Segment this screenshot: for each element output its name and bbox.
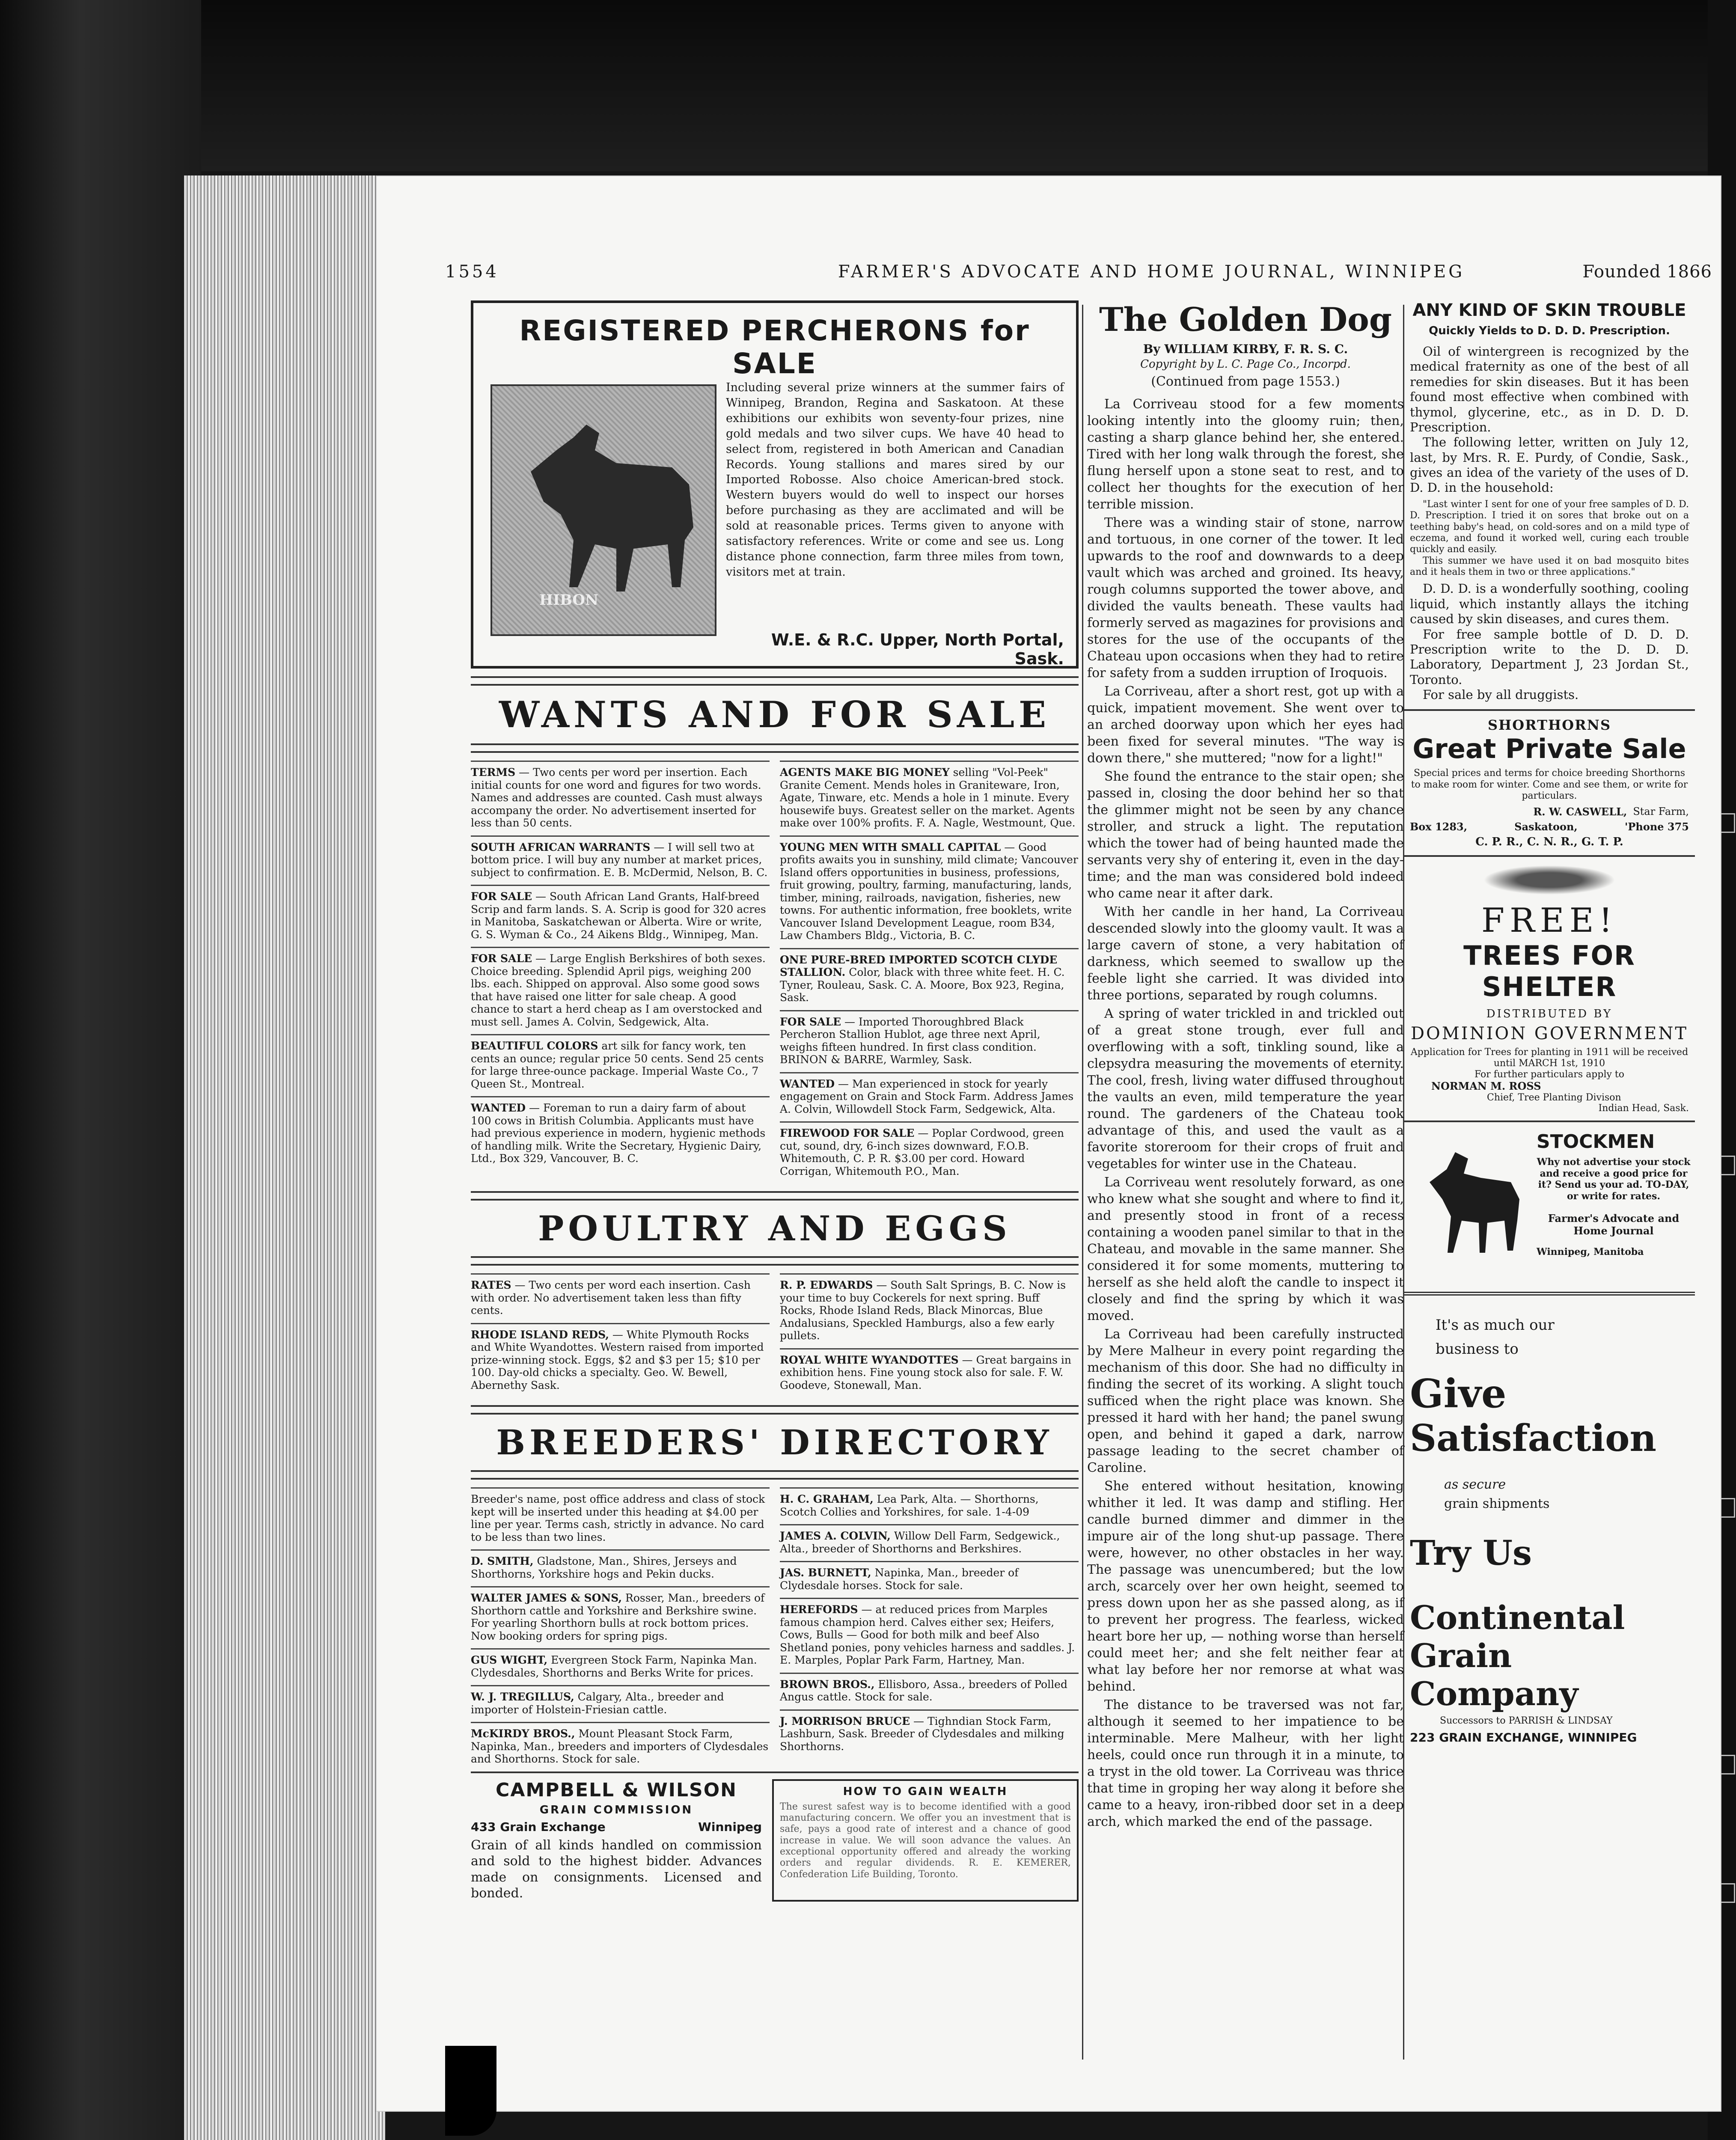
ddd-quote: This summer we have used it on bad mosquito bites and it heals them in two or three applications." <box>1410 555 1689 578</box>
story-paragraph: The distance to be traversed was not far, although it seemed to her impatience to be interminable. Mere Malheur, with her light heels, could once run through it in a minute, to a tryst in the old tower. La Corriveau was thrice that time in groping her way along it before she came to a heavy, iron-ribbed door set in a deep arch, which marked the end of the passage. <box>1087 1697 1404 1829</box>
left-column <box>471 300 1079 1902</box>
campbell-wilson-ad <box>471 1779 762 1902</box>
ddd-paragraph: Oil of wintergreen is recognized by the medical fraternity as one of the best of all remedies for skin diseases. But it has been found most effective when combined with thymol, glycerine, etc., as in D. D. D. Prescription. <box>1410 344 1689 434</box>
percheron-ad-signature: W.E. & R.C. Upper, North Portal, Sask. <box>771 630 1064 668</box>
breeders-right-column <box>780 1487 1079 1771</box>
classified-ad: BROWN BROS., Ellisboro, Assa., breeders of Polled Angus cattle. Stock for sale. <box>780 1673 1079 1709</box>
story-copyright: Copyright by L. C. Page Co., Incorpd. <box>1140 358 1351 371</box>
story-column <box>1087 300 1404 1832</box>
double-rule <box>471 1405 1079 1415</box>
trees-place: Indian Head, Sask. <box>1598 1103 1689 1114</box>
decorative-ornament-icon <box>1472 863 1626 897</box>
shorthorns-contact: R. W. CASWELL, Star Farm, <box>1533 805 1689 818</box>
decorative-stripes <box>1404 1292 1695 1296</box>
trees-name: NORMAN M. ROSS <box>1431 1080 1541 1093</box>
trees-title: TREES FOR SHELTER <box>1463 939 1635 1002</box>
campbell-title: CAMPBELL & WILSON <box>496 1779 737 1801</box>
classified-ad: McKIRDY BROS., Mount Pleasant Stock Farm, Napinka, Man., breeders and importers of Clydesdales and Shorthorns. Stock for sale. <box>471 1722 770 1771</box>
continental-line2: business to <box>1436 1340 1519 1358</box>
breeders-title: BREEDERS' DIRECTORY <box>496 1422 1053 1462</box>
horse-caption: HIBON <box>539 591 599 609</box>
scan-background-left <box>0 0 201 2140</box>
percheron-ad-body: Including several prize winners at the summer fairs of Winnipeg, Brandon, Regina and Saskatoon. At these exhibitions our exhibits won seventy-four prizes, nine gold medals and two silver cups. We have 40 head to select from, registered in both American and Canadian Records. Young stallions and mares sired by our Imported Robosse. Also choice American-bred stock. Western buyers would do well to inspect our horses before purchasing as they are acclimated and will be sold at reasonable prices. Terms given to anyone with satisfactory references. Write or come and see us. Long distance phone connection, farm three miles from town, visitors met at train. <box>726 381 1064 579</box>
ddd-paragraph: D. D. D. is a wonderfully soothing, cooling liquid, which instantly allays the itching caused by skin diseases, and cures them. <box>1410 581 1689 627</box>
story-paragraph: La Corriveau had been carefully instructed by Mere Malheur in every point regarding the mechanism of this door. She had no difficulty in finding the secret of its working. A slight touch sufficed when the right place was known. She pressed it hard with her hand; the panel swung open, and behind it gaped a dark, narrow passage leading to the secret chamber of Caroline. <box>1087 1327 1404 1475</box>
continental-address: 223 GRAIN EXCHANGE, WINNIPEG <box>1410 1730 1637 1745</box>
trees-body: Application for Trees for planting in 1911 will be received until MARCH 1st, 1910 <box>1410 1046 1688 1069</box>
breeders-left-column <box>471 1487 770 1771</box>
stockmen-horse-image <box>1412 1135 1528 1263</box>
newspaper-page <box>377 176 1721 2111</box>
shorthorns-rail: C. P. R., C. N. R., G. T. P. <box>1475 835 1623 848</box>
trees-role: Chief, Tree Planting Divison <box>1487 1092 1621 1103</box>
ddd-paragraph: For sale by all druggists. <box>1423 687 1579 702</box>
classified-ad: WANTED — Man experienced in stock for yearly engagement on Grain and Stock Farm. Address James A. Colvin, Willowdell Stock Farm, Sedgewick, Alta. <box>780 1072 1079 1122</box>
campbell-subtitle: GRAIN COMMISSION <box>539 1803 693 1816</box>
book-page-edges <box>184 175 385 2140</box>
classified-ad: AGENTS MAKE BIG MONEY selling "Vol-Peek" Granite Cement. Mends holes in Graniteware, Iron, Agate, Tinware, etc. Mends a hole in 1 minute. Every housewife buys. Greatest seller on the market. Agents make over 100% profits. F. A. Nagle, Westmount, Que. <box>780 761 1079 835</box>
classified-ad: WALTER JAMES & SONS, Rosser, Man., breeders of Shorthorn cattle and Yorkshire and Berkshire swine. For yearling Shorthorn bulls at rock bottom prices. Now booking orders for spring pigs. <box>471 1586 770 1648</box>
double-rule <box>471 1191 1079 1201</box>
classified-ad: FOR SALE — Imported Thoroughbred Black Percheron Stallion Hublot, age three next April, weighs fifteen hundred. In first class condition. BRINON & BARRE, Warmley, Sask. <box>780 1010 1079 1072</box>
classified-ad: H. C. GRAHAM, Lea Park, Alta. — Shorthorns, Scotch Collies and Yorkshires, for sale. 1-4-09 <box>780 1487 1079 1524</box>
stockmen-body: Why not advertise your stock and receive a good price for it? Send us your ad. TO-DAY, or write for rates. <box>1537 1156 1691 1202</box>
stockmen-title: STOCKMEN <box>1537 1131 1655 1153</box>
stockmen-ad <box>1404 1121 1695 1288</box>
poultry-ads <box>471 1273 1079 1397</box>
continental-successors: Successors to PARRISH & LINDSAY <box>1440 1715 1613 1727</box>
double-rule <box>471 1256 1079 1266</box>
classified-ad: YOUNG MEN WITH SMALL CAPITAL — Good profits awaits you in sunshiny, mild climate; Vancouver Island offers opportunities in business, professions, fruit growing, poultry, farming, manufacturing, lands, timber, mining, railroads, navigation, fisheries, new towns. For authentic information, free booklets, write Vancouver Island Development League, room B34, Law Chambers Bldg., Victoria, B. C. <box>780 835 1079 948</box>
classified-ad: Breeder's name, post office address and class of stock kept will be inserted under this heading at $4.00 per line per year. Terms cash, strictly in advance. No card to be less than two lines. <box>471 1487 770 1549</box>
journal-title: FARMER'S ADVOCATE AND HOME JOURNAL, WINNIPEG <box>838 262 1465 282</box>
shorthorns-kicker: SHORTHORNS <box>1487 717 1611 734</box>
wealth-body: The surest safest way is to become identified with a good manufacturing concern. We offer you an investment that is safe, pays a good rate of interest and a chance of good increase in value. We will soon advance the values. An exceptional opportunity offered and already the working orders and regular dividends. R. E. KEMERER, Confederation Life Building, Toronto. <box>780 1801 1071 1880</box>
classified-ad: RHODE ISLAND REDS, — White Plymouth Rocks and White Wyandottes. Western raised from imported prize-winning stock. Eggs, $2 and $3 per 15; $10 per 100. Day-old chicks a specialty. Geo. W. Bewell, Abernethy Sask. <box>471 1323 770 1398</box>
classified-ad: JAS. BURNETT, Napinka, Man., breeder of Clydesdale horses. Stock for sale. <box>780 1561 1079 1598</box>
ddd-subtitle: Quickly Yields to D. D. D. Prescription. <box>1429 324 1670 337</box>
column-rule-1 <box>1082 305 1083 2060</box>
story-title: The Golden Dog <box>1099 300 1392 339</box>
double-rule <box>471 743 1079 753</box>
poultry-right-column <box>780 1273 1079 1397</box>
shorthorns-ad <box>1404 709 1695 848</box>
classified-ad: SOUTH AFRICAN WARRANTS — I will sell two at bottom price. I will buy any number at market prices, subject to confirmation. E. B. McDermid, Nelson, B. C. <box>471 835 770 885</box>
story-paragraph: La Corriveau stood for a few moments looking intently into the gloomy ruin; then, casting a sharp glance behind her, she entered. Tired with her long walk through the forest, she flung herself upon a stone seat to rest, and to collect her thoughts for the execution of her terrible mission. <box>1087 397 1404 512</box>
campbell-address: 433 Grain Exchange Winnipeg <box>471 1819 762 1834</box>
shorthorns-box: Box 1283, Saskatoon, 'Phone 375 <box>1410 820 1689 833</box>
classified-ad: TERMS — Two cents per word per insertion. Each initial counts for one word and figures for two words. Names and addresses are counted. Cash must always accompany the order. No advertisement inserted for less than 50 cents. <box>471 761 770 835</box>
continental-ad <box>1404 1299 1695 1745</box>
double-rule <box>471 676 1079 686</box>
campbell-body: Grain of all kinds handled on commission and sold to the highest bidder. Advances made on consignments. Licensed and bonded. <box>471 1837 762 1901</box>
percheron-ad-title: REGISTERED PERCHERONS for SALE <box>519 314 1030 380</box>
classified-ad: J. MORRISON BRUCE — Tighndian Stock Farm, Lashburn, Sask. Breeder of Clydesdales and milking Shorthorns. <box>780 1709 1079 1759</box>
trees-free: FREE! <box>1481 901 1618 940</box>
classified-ad: RATES — Two cents per word each insertion. Cash with order. No advertisement taken less than fifty cents. <box>471 1273 770 1323</box>
story-paragraph: She found the entrance to the stair open; she passed in, closing the door behind her so that the glimmer might not be seen by any chance stroller, and struck a light. The reputation which the tower had of being haunted made the servants very shy of entering it, even in the day-time; and the man was considered bold indeed who came near it after dark. <box>1087 769 1404 901</box>
classified-ad: FOR SALE — Large English Berkshires of both sexes. Choice breeding. Splendid April pigs, weighing 200 lbs. each. Shipped on approval. Also some good sows that have raised one litter for sale cheap. A good chance to start a herd cheap as I am overstocked and must sell. James A. Colvin, Sedgewick, Alta. <box>471 947 770 1034</box>
story-byline: By WILLIAM KIRBY, F. R. S. C. <box>1143 342 1348 356</box>
ddd-paragraph: The following letter, written on July 12, last, by Mrs. R. E. Purdy, of Condie, Sask., gives an idea of the variety of the uses of D. D. D. in the household: <box>1410 435 1689 495</box>
wants-ads <box>471 761 1079 1183</box>
classified-ad: FIREWOOD FOR SALE — Poplar Cordwood, green cut, sound, dry, 6-inch sizes downward, F.O.B. Whitemouth, C. P. R. $3.00 per cord. Howard Corrigan, Whitemouth P.O., Man. <box>780 1121 1079 1183</box>
classified-ad: JAMES A. COLVIN, Willow Dell Farm, Sedgewick., Alta., breeder of Shorthorns and Berkshires. <box>780 1524 1079 1561</box>
horse-photo <box>490 384 716 636</box>
story-continued: (Continued from page 1553.) <box>1151 374 1340 389</box>
founded-note: Founded 1866 <box>1582 262 1712 282</box>
continental-satisfaction: Satisfaction <box>1410 1417 1657 1460</box>
double-rule <box>471 1470 1079 1480</box>
continental-line3: as secure <box>1444 1477 1506 1492</box>
trees-government: DOMINION GOVERNMENT <box>1410 1023 1688 1043</box>
thumb-shadow <box>445 2046 496 2136</box>
breeders-ads <box>471 1487 1079 1771</box>
wants-right-column <box>780 761 1079 1183</box>
ddd-quote: "Last winter I sent for one of your free samples of D. D. D. Prescription. I tried it on sores that broke out on a teething baby's head, on cold-sores and on a mild type of eczema, and found it worked well, curing each trouble quickly and easily. <box>1410 499 1689 555</box>
classified-ad: GUS WIGHT, Evergreen Stock Farm, Napinka Man. Clydesdales, Shorthorns and Berks Write for prices. <box>471 1648 770 1685</box>
wants-title: WANTS AND FOR SALE <box>499 693 1051 736</box>
classified-ad: HEREFORDS — at reduced prices from Marples famous champion herd. Calves either sex; Heifers, Cows, Bulls — Good for both milk and beef Also Shetland ponies, pony vehicles harness and saddles. J. E. Marples, Poplar Park Farm, Hartney, Man. <box>780 1598 1079 1673</box>
story-paragraph: A spring of water trickled in and trickled out of a great stone trough, ever full and overflowing with a soft, tinkling sound, like a clepsydra measuring the movements of eternity. The cool, fresh, living water diffused throughout the vaults an even, mild temperature the year round. The gardeners of the Chateau took advantage of this, and used the vault as a favorite storeroom for their crops of fruit and vegetables for winter use in the Chateau. <box>1087 1006 1404 1171</box>
classified-ad: D. SMITH, Gladstone, Man., Shires, Jerseys and Shorthorns, Yorkshire hogs and Pekin ducks. <box>471 1549 770 1586</box>
story-paragraph: With her candle in her hand, La Corriveau descended slowly into the gloomy vault. It was a large cavern of stone, a very habitation of darkness, which seemed to swallow up the feeble light she carried. It was divided into three portions, separated by rough columns. <box>1087 904 1404 1003</box>
percheron-ad <box>471 300 1079 669</box>
horse-icon <box>1412 1135 1528 1263</box>
story-paragraph: There was a winding stair of stone, narrow and tortuous, in one corner of the tower. It led upwards to the roof and downwards to a deep vault which was arched and groined. Its heavy, rough columns supported the tower above, and divided the vaults beneath. These vaults had formerly served as magazines for provisions and stores for the use of the occupants of the Chateau upon occasions when they had to retire for safety from a sudden irruption of Iroquois. <box>1087 515 1404 681</box>
continental-company2: Grain Company <box>1410 1637 1578 1713</box>
classified-ad: ONE PURE-BRED IMPORTED SCOTCH CLYDE STALLION. Color, black with three white feet. H. C. Tyner, Rouleau, Sask. C. A. Moore, Box 923, Regina, Sask. <box>780 948 1079 1010</box>
bottom-ads <box>471 1771 1079 1902</box>
scan-background-top <box>0 0 1736 171</box>
poultry-title: POULTRY AND EGGS <box>538 1208 1011 1248</box>
classified-ad: BEAUTIFUL COLORS art silk for fancy work, ten cents an ounce; regular price 50 cents. Send 25 cents for large three-ounce package. Imperial Waste Co., 7 Queen St., Montreal. <box>471 1034 770 1096</box>
story-paragraph: La Corriveau went resolutely forward, as one who knew what she sought and where to find it, and presently stood in front of a recess containing a wooden panel similar to that in the Chateau, and movable in the same manner. She considered it for some moments, muttering to herself as she held aloft the candle to inspect it closely and find the spring by which it was moved. <box>1087 1175 1404 1323</box>
wants-left-column <box>471 761 770 1183</box>
trees-distributed: DISTRIBUTED BY <box>1486 1007 1613 1020</box>
horse-icon <box>492 386 715 634</box>
classified-ad: ROYAL WHITE WYANDOTTES — Great bargains in exhibition hens. Fine young stock also for sale. F. W. Goodeve, Stonewall, Man. <box>780 1348 1079 1398</box>
story-paragraph: La Corriveau, after a short rest, got up with a quick, impatient movement. She went over to an arched doorway upon which her eyes had been fixed for several minutes. "The way is down there," she muttered; "now for a light!" <box>1087 684 1404 766</box>
wealth-title: HOW TO GAIN WEALTH <box>843 1785 1008 1798</box>
classified-ad: W. J. TREGILLUS, Calgary, Alta., breeder and importer of Holstein-Friesian cattle. <box>471 1685 770 1722</box>
ddd-ad <box>1404 300 1695 702</box>
classified-ad: WANTED — Foreman to run a dairy farm of about 100 cows in British Columbia. Applicants must have had previous experience in modern, hygienic methods of handling milk. Write the Secretary, Hygienic Dairy, Ltd., Box 329, Vancouver, B. C. <box>471 1096 770 1171</box>
shorthorns-title: Great Private Sale <box>1412 733 1686 765</box>
ddd-title: ANY KIND OF SKIN TROUBLE <box>1412 300 1686 320</box>
continental-give: Give <box>1410 1370 1507 1417</box>
page-header <box>445 262 1712 292</box>
shorthorns-body: Special prices and terms for choice breeding Shorthorns to make room for winter. Come and see them, or write for particulars. <box>1411 768 1688 802</box>
classified-ad: R. P. EDWARDS — South Salt Springs, B. C. Now is your time to buy Cockerels for next spring. Buff Rocks, Rhode Island Reds, Black Minorcas, Blue Andalusians, Speckled Hamburgs, also a few early pullets. <box>780 1273 1079 1348</box>
page-number: 1554 <box>445 262 499 282</box>
stockmen-publisher: Farmer's Advocate and Home Journal <box>1548 1212 1680 1237</box>
continental-line4: grain shipments <box>1444 1496 1550 1512</box>
ddd-paragraph: For free sample bottle of D. D. D. Prescription write to the D. D. D. Laboratory, Department J, 23 Jordan St., Toronto. <box>1410 627 1689 687</box>
continental-line1: It's as much our <box>1436 1317 1555 1334</box>
trees-apply: For further particulars apply to <box>1474 1069 1625 1080</box>
stockmen-place: Winnipeg, Manitoba <box>1537 1246 1644 1258</box>
story-paragraph: She entered without hesitation, knowing whither it led. It was damp and stifling. Her candle burned dimmer and dimmer in the impure air of the long shut-up passage. There were, however, no other obstacles in her way. The passage was unencumbered; but the low arch, scarcely over her own height, seemed to press down upon her as she passed along, as if to prevent her progress. The fearless, wicked heart bore her up, — nothing worse than herself could meet her; and she felt neither fear at what lay before her nor remorse at what was behind. <box>1087 1479 1404 1694</box>
continental-company1: Continental <box>1410 1599 1625 1637</box>
wealth-ad <box>772 1779 1079 1902</box>
right-column <box>1404 300 1695 1745</box>
poultry-left-column <box>471 1273 770 1397</box>
trees-ad <box>1404 855 1695 1114</box>
classified-ad: FOR SALE — South African Land Grants, Half-breed Scrip and farm lands. S. A. Scrip is good for 320 acres in Manitoba, Saskatchewan or Alberta. Wire or write, G. S. Wyman & Co., 24 Aikens Bldg., Winnipeg, Man. <box>471 885 770 947</box>
continental-try: Try Us <box>1410 1533 1532 1573</box>
